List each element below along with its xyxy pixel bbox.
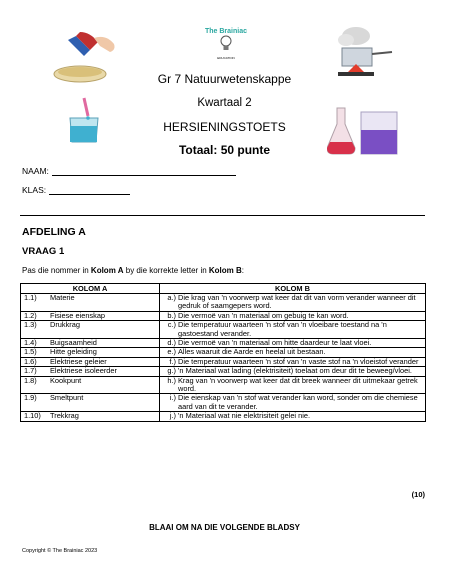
copyright: Copyright © The Brainiac 2023 [22, 548, 98, 554]
instruction-text-2: by die korrekte letter in [123, 266, 209, 275]
instruction-text-1: Pas die nommer in [22, 266, 91, 275]
name-label: NAAM: [22, 166, 49, 176]
item-number: 1.3) [21, 321, 47, 339]
item-term: Smeltpunt [46, 394, 160, 412]
option-letter: d.) [160, 339, 178, 348]
option-description: Die temperatuur waarteen 'n stof van 'n vaste stof na 'n vloeistof verander [177, 357, 426, 366]
instruction-column-b: Kolom B [208, 266, 242, 275]
option-description: Krag van 'n voorwerp wat keer dat dit breek wanneer dit uitmekaar getrek word. [177, 376, 426, 394]
item-term: Elektriese isoleerder [46, 367, 160, 376]
class-label: KLAS: [22, 185, 47, 195]
option-letter: j.) [160, 412, 178, 421]
item-term: Hitte geleiding [46, 348, 160, 357]
class-field[interactable] [49, 194, 130, 195]
item-term: Elektriese geleier [46, 357, 160, 366]
option-letter: a.) [160, 294, 178, 312]
section-title: AFDELING A [22, 226, 86, 238]
table-row [21, 394, 426, 412]
item-number: 1.4) [21, 339, 47, 348]
column-b-header: KOLOM B [160, 284, 426, 294]
column-a-header: KOLOM A [21, 284, 160, 294]
item-term: Drukkrag [46, 321, 160, 339]
option-letter: e.) [160, 348, 178, 357]
instruction-text-3: : [241, 266, 245, 275]
bulb-icon [219, 35, 233, 51]
item-number: 1.6) [21, 357, 47, 366]
item-number: 1.1) [21, 294, 47, 312]
turn-page-note: BLAAI OM NA DIE VOLGENDE BLADSY [149, 523, 300, 532]
item-term: Trekkrag [46, 412, 160, 421]
name-field[interactable] [52, 175, 236, 176]
option-description: Die vermoë van 'n materiaal om gebuig te kan word. [177, 311, 426, 320]
question-title: VRAAG 1 [22, 246, 65, 257]
matching-table [20, 283, 426, 422]
option-description: 'n Materiaal wat lading (elektrisiteit) toelaat om deur dit te beweeg/vloei. [177, 367, 426, 376]
item-term: Kookpunt [46, 376, 160, 394]
item-number: 1.10) [21, 412, 47, 421]
item-term: Materie [46, 294, 160, 312]
term-label: Kwartaal 2 [197, 97, 252, 109]
option-letter: i.) [160, 394, 178, 412]
item-term: Fisiese eienskap [46, 311, 160, 320]
option-letter: f.) [160, 357, 178, 366]
table-header-row [21, 284, 426, 294]
instruction-column-a: Kolom A [90, 266, 124, 275]
table-row [21, 412, 426, 421]
item-number: 1.2) [21, 311, 47, 320]
item-number: 1.9) [21, 394, 47, 412]
option-description: Die krag van 'n voorwerp wat keer dat dit van vorm verander wanneer dit gedruk of saamgepers word. [177, 294, 426, 312]
option-description: Die eienskap van 'n stof wat verander kan word, sonder om die chemiese aard van dit te verander. [177, 394, 426, 412]
table-row [21, 348, 426, 357]
subject-title: Gr 7 Natuurwetenskappe [157, 72, 292, 86]
logo-brand: The Brainiac [204, 28, 247, 35]
item-number: 1.5) [21, 348, 47, 357]
brainiac-logo [196, 28, 256, 60]
option-description: Die temperatuur waarteen 'n stof van 'n vloeibare toestand na 'n gastoestand verander. [177, 321, 426, 339]
option-letter: b.) [160, 311, 178, 320]
table-row [21, 367, 426, 376]
table-row [21, 321, 426, 339]
table-row [21, 376, 426, 394]
option-description: Alles waaruit die Aarde en heelal uit bestaan. [177, 348, 426, 357]
option-letter: g.) [160, 367, 178, 376]
option-description: Die vermoë van 'n materiaal om hitte daardeur te laat vloei. [177, 339, 426, 348]
table-body [21, 294, 426, 422]
option-description: 'n Materiaal wat nie elektrisiteit gelei nie. [177, 412, 426, 421]
instruction [22, 266, 244, 275]
total-marks: Totaal: 50 punte [178, 143, 271, 157]
test-title: HERSIENINGSTOETS [163, 120, 286, 134]
question-marks: (10) [411, 490, 425, 499]
logo-tagline: EDUCATION [217, 56, 235, 60]
option-letter: c.) [160, 321, 178, 339]
option-letter: h.) [160, 376, 178, 394]
item-number: 1.7) [21, 367, 47, 376]
table-row [21, 294, 426, 312]
divider [20, 215, 425, 216]
item-number: 1.8) [21, 376, 47, 394]
item-term: Buigsaamheid [46, 339, 160, 348]
